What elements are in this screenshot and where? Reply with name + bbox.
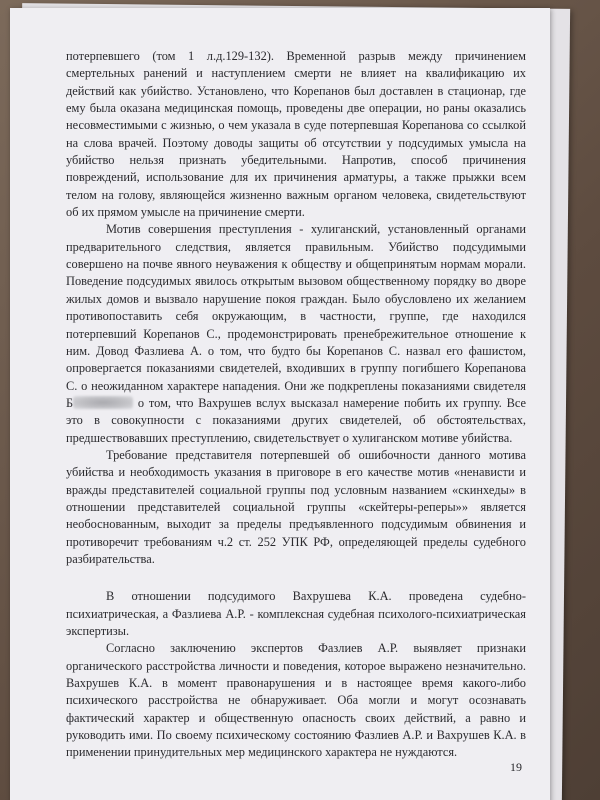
paragraph-1: потерпевшего (том 1 л.д.129-132). Временной разрыв между причинением смертельных ранений и наступлением смерти не влияет на квалификацию их действий как убийство. Установлено, что Корепанов был доставлен в стационар, где ему была оказана медицинская помощь, проведены две операции, но раны оказались несовместимыми с жизнью, о чем указала в суде потерпевшая Корепанова со ссылкой на слова врачей. Поэтому доводы защиты об отсутствии у подсудимых умысла на убийство нельзя признать убедительными. Напротив, способ причинения повреждений, использование для их причинения арматуры, а также прыжки всем телом на голову, являющейся жизненно важным органом человека, свидетельствуют об их прямом умысле на причинение смерти. [66,49,526,220]
paragraph-5: Согласно заключению экспертов Фазлиев А.Р. выявляет признаки органического расстройства личности и поведения, которое выражено незначительно. Вахрушев К.А. в момент правонарушения и в настоящее время какого-либо психического расстройства не обнаруживает. Оба могли и могут осознавать фактический характер и общественную опасность своих действий, а равно и руководить ими. По своему психическому состоянию Фазлиев А.Р. и Вахрушев К.А. в применении принудительных мер медицинского характера не нуждаются. [66,641,526,760]
paragraph-2 [66,221,526,446]
document-page [10,8,550,800]
page-number: 19 [510,760,522,774]
paragraph-2-text-after: о том, что Вахрушев вслух высказал намерение побить их группу. Все это в совокупности с показаниями других свидетелей, об обстоятельствах, предшествовавших преступлению, свидетельствует о хулиганском мотиве убийства. [66,395,526,445]
paragraph-3: Требование представителя потерпевшей об ошибочности данного мотива убийства и необходимость указания в приговоре в его качестве мотив «ненависти и вражды представителей социальной группы под условным названием «скинхеды» в отношении представителей социальной группы «скейтеры-реперы»» является необоснованным, выходит за пределы предъявленного подсудимым обвинения и противоречит требованиям ч.2 ст. 252 УПК РФ, определяющей пределы судебного разбирательства. [66,447,526,566]
redacted-name [73,396,133,409]
document-body [66,48,526,762]
paragraph-2-text: Мотив совершения преступления - хулиганский, установленный органами предварительного следствия, является правильным. Убийство подсудимыми совершено на почве явного неуважения к обществу и общепринятым нормам морали. Поведение подсудимых явилось открытым вызовом общественному порядку во дворе жилых домов и вызвало нарушение покоя граждан. Было обусловлено их желанием противопоставить себя окружающим, в частности, группе, где находился потерпевший Корепанов С., продемонстрировать пренебрежительное отношение к ним. Довод Фазлиева А. о том, что будто бы Корепанов С. назвал его фашистом, опровергается показаниями свидетелей, входивших в группу погибшего Корепанова С. о неожиданном характере нападения. Они же подкреплены показаниями свидетеля Б [66,222,526,410]
paragraph-4: В отношении подсудимого Вахрушева К.А. проведена судебно-психиатрическая, а Фазлиева А.Р. - комплексная судебная психолого-психиатрическая экспертизы. [66,589,526,638]
